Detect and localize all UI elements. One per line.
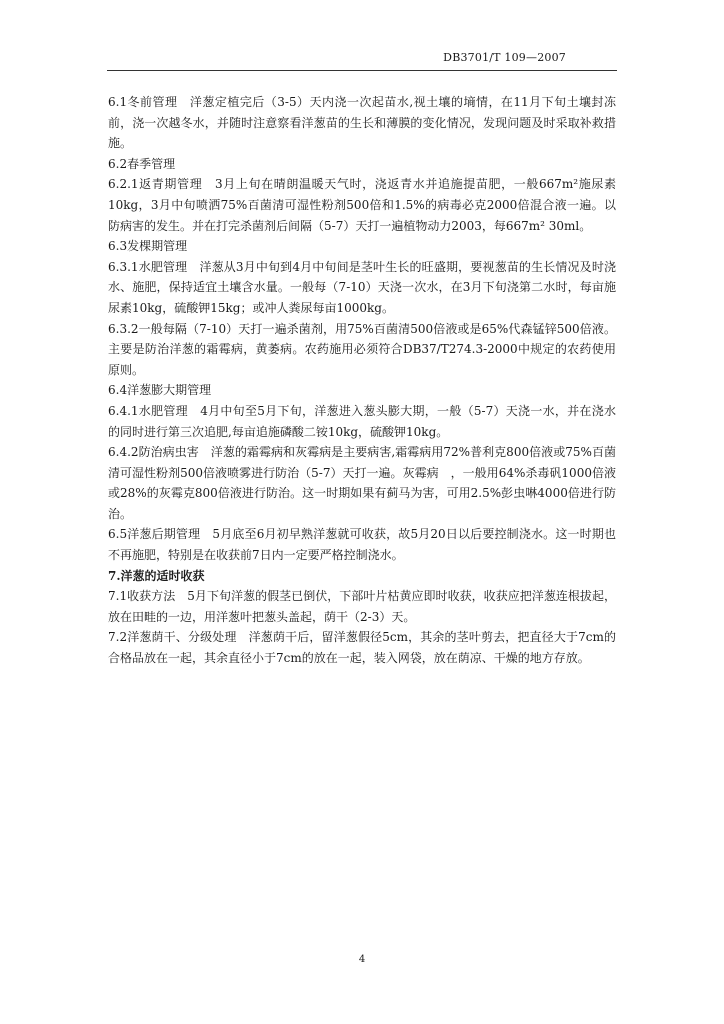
page-number: 4 xyxy=(358,954,366,965)
paragraph-6-3-1: 6.3.1水肥管理 洋葱从3月中旬到4月中旬间是茎叶生长的旺盛期，要视葱苗的生长情况及时浇水、施肥，保持适宜土壤含水量。一般每（7-10）天浇一次水，在3月下旬浇第二水时，每亩施尿素10kg，硫酸钾15kg；或冲人粪尿每亩1000kg。 xyxy=(108,259,616,315)
paragraph-7-2: 7.2洋葱荫干、分级处理 洋葱荫干后，留洋葱假径5cm，其余的茎叶剪去，把直径大于7cm的合格品放在一起，其余直径小于7cm的放在一起，装入网袋，放在荫凉、干燥的地方存放。 xyxy=(108,630,616,666)
paragraph-6-5: 6.5洋葱后期管理 5月底至6月初早熟洋葱就可收获，故5月20日以后要控制浇水。这一时期也不再施肥，特别是在收获前7日内一定要严格控制浇水。 xyxy=(108,527,616,563)
heading-6-2: 6.2春季管理 xyxy=(108,156,176,171)
heading-6-4: 6.4洋葱膨大期管理 xyxy=(108,383,212,398)
heading-6-3: 6.3发棵期管理 xyxy=(108,239,188,254)
header-rule xyxy=(107,70,617,71)
paragraph-6-2-1: 6.2.1返青期管理 3月上旬在晴朗温暖天气时，浇返青水并追施提苗肥，一般667m²施尿素10kg，3月中旬喷洒75%百菌清可湿性粉剂500倍和1.5%的病毒必克2000倍混合液一遍。以防病害的发生。并在打完杀菌剂后间隔（5-7）天打一遍植物动力2003，每667m² 30ml。 xyxy=(108,177,616,233)
paragraph-6-4-1: 6.4.1水肥管理 4月中旬至5月下旬，洋葱进入葱头膨大期，一般（5-7）天浇一水，并在浇水的同时进行第三次追肥,每亩追施磷酸二铵10kg，硫酸钾10kg。 xyxy=(108,403,616,439)
paragraph-7-1: 7.1收获方法 5月下旬洋葱的假茎已倒伏，下部叶片枯黄应即时收获，收获应把洋葱连根拔起，放在田畦的一边，用洋葱叶把葱头盖起，荫干（2-3）天。 xyxy=(108,589,616,624)
paragraph-6-1: 6.1冬前管理 洋葱定植完后（3-5）天内浇一次起苗水,视土壤的墒情，在11月下旬土壤封冻前，浇一次越冬水，并随时注意察看洋葱苗的生长和薄膜的变化情况，发现问题及时采取补救措施。 xyxy=(108,95,616,151)
heading-7: 7.洋葱的适时收获 xyxy=(108,568,205,583)
paragraph-6-3-2: 6.3.2一般每隔（7-10）天打一遍杀菌剂，用75%百菌清500倍液或是65%代森锰锌500倍液。主要是防治洋葱的霜霉病，黄萎病。农药施用必须符合DB37/T274.3-2000中规定的农药使用原则。 xyxy=(108,321,616,377)
paragraph-6-4-2: 6.4.2防治病虫害 洋葱的霜霉病和灰霉病是主要病害,霜霉病用72%普利克800倍液或75%百菌清可湿性粉剂500倍液喷雾进行防治（5-7）天打一遍。灰霉病 ，一般用64%杀毒矾1000倍液或28%的灰霉克800倍液进行防治。这一时期如果有蓟马为害，可用2.5%彭虫啉4000倍进行防治。 xyxy=(108,445,616,521)
standard-code-header: DB3701/T 109—2007 xyxy=(443,51,566,64)
document-body xyxy=(108,92,616,669)
